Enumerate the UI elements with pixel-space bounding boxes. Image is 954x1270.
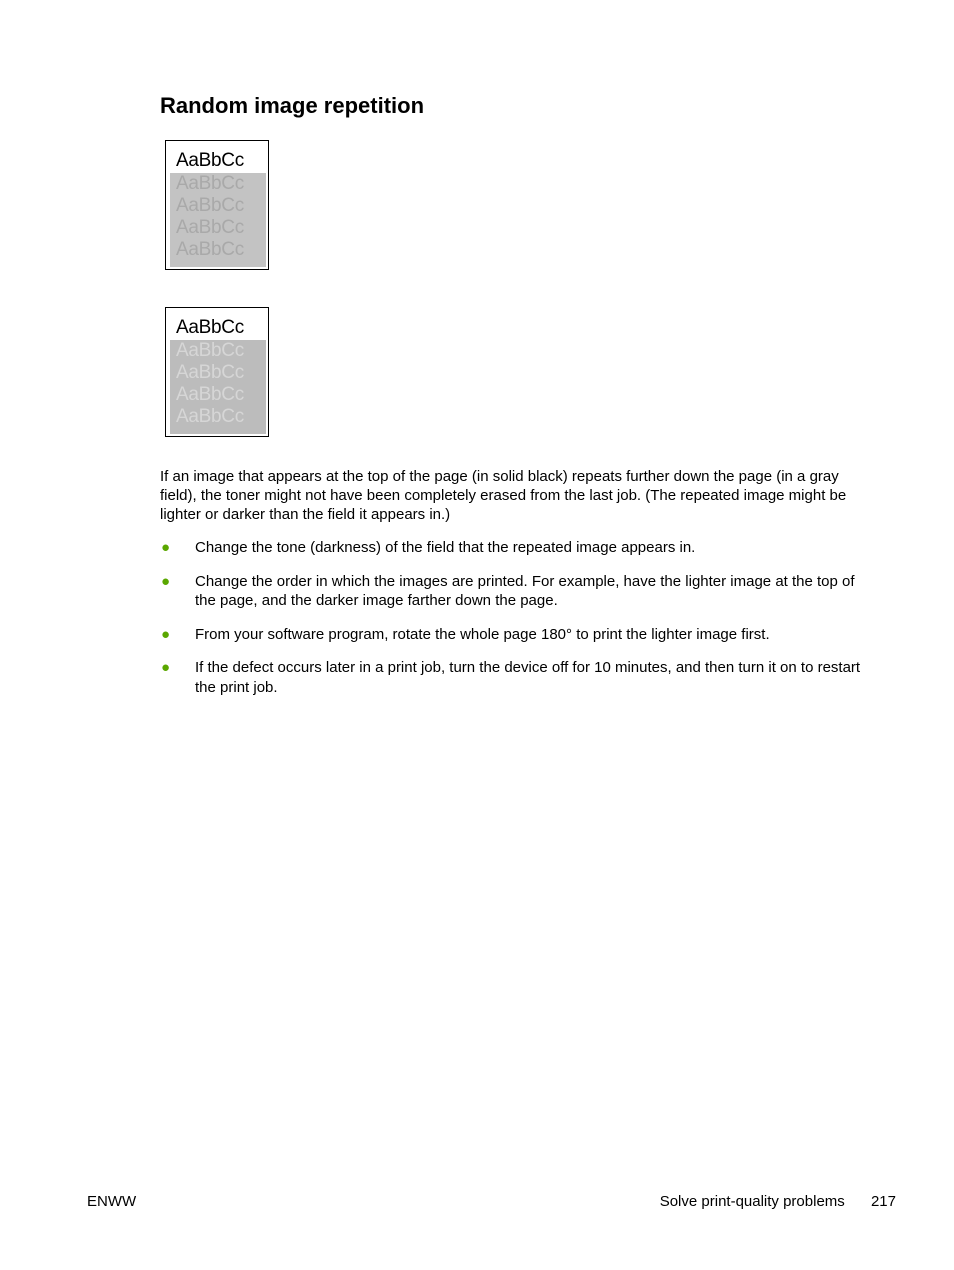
list-item-text: If the defect occurs later in a print job, turn the device off for 10 minutes, and then turn it on to restart the print job. bbox=[195, 659, 861, 696]
repeated-image-text: AaBbCc bbox=[176, 239, 244, 260]
gray-field bbox=[170, 340, 266, 434]
gray-field bbox=[170, 173, 266, 267]
bullet-icon: ● bbox=[161, 572, 171, 590]
repeated-image-text: AaBbCc bbox=[176, 195, 244, 216]
bullet-list bbox=[160, 538, 870, 711]
footer-label: ENWW bbox=[87, 1193, 137, 1210]
list-item bbox=[160, 658, 870, 697]
list-item-text: Change the order in which the images are printed. For example, have the lighter image at the top of the page, and the darker image farther down the page. bbox=[195, 572, 855, 609]
sample-image-lighter-repeat bbox=[165, 140, 269, 270]
list-item-text: Change the tone (darkness) of the field that the repeated image appears in. bbox=[195, 539, 696, 556]
list-item bbox=[160, 625, 870, 645]
repeated-image-text: AaBbCc bbox=[176, 340, 244, 361]
sample-top-text: AaBbCc bbox=[176, 317, 244, 338]
bullet-icon: ● bbox=[161, 625, 171, 643]
repeated-image-text: AaBbCc bbox=[176, 217, 244, 238]
bullet-icon: ● bbox=[161, 659, 171, 676]
page-number: 217 bbox=[870, 1193, 896, 1210]
repeated-image-text: AaBbCc bbox=[176, 406, 244, 427]
repeated-image-text: AaBbCc bbox=[176, 173, 244, 194]
repeated-image-text: AaBbCc bbox=[176, 362, 244, 383]
list-item bbox=[160, 572, 870, 611]
footer-right bbox=[660, 1193, 896, 1210]
intro-paragraph: If an image that appears at the top of the page (in solid black) repeats further down the page (in a gray field), the toner might not have been completely erased from the last job. (The repeated image might be lighter or darker than the field it appears in.) bbox=[160, 468, 847, 523]
list-item-text: From your software program, rotate the whole page 180° to print the lighter image first. bbox=[195, 625, 770, 643]
repeated-image-text: AaBbCc bbox=[176, 384, 244, 405]
list-item bbox=[160, 538, 870, 558]
page-title: Random image repetition bbox=[160, 93, 425, 118]
bullet-icon: ● bbox=[161, 539, 171, 556]
sample-image-darker-repeat bbox=[165, 307, 269, 437]
sample-top-text: AaBbCc bbox=[176, 150, 244, 171]
footer-section-title: Solve print-quality problems bbox=[659, 1193, 845, 1210]
